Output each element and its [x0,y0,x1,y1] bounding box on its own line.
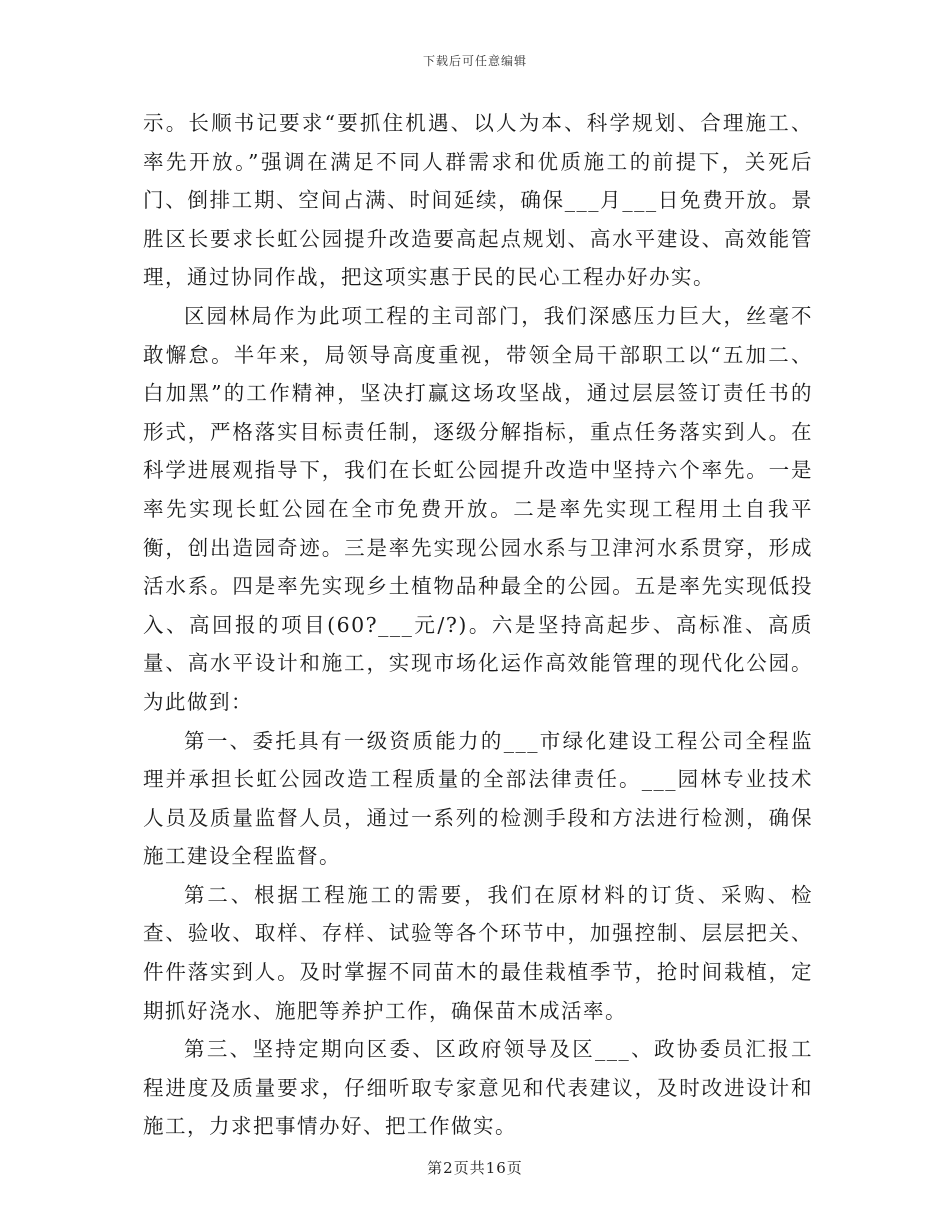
page-header: 下载后可任意编辑 [422,54,527,68]
page-number: 第2页共16页 [427,1159,523,1177]
paragraph-second-measure: 第二、根据工程施工的需要，我们在原材料的订货、采购、检查、验收、取样、存样、试验等各个环节中，加强控制、层层把关、件件落实到人。及时掌握不同苗木的最佳栽植季节，抢时间栽植，定期抓好浇水、施肥等养护工作，确保苗木成活率。 [143,882,813,1023]
document-body [143,104,813,1146]
paragraph-garden-bureau: 区园林局作为此项工程的主司部门，我们深感压力巨大，丝毫不敢懈怠。半年来，局领导高度重视，带领全局干部职工以“五加二、白加黑”的工作精神，坚决打赢这场攻坚战，通过层层签订责任书的形式，严格落实目标责任制，逐级分解指标，重点任务落实到人。在科学进展观指导下，我们在长虹公园提升改造中坚持六个率先。一是率先实现长虹公园在全市免费开放。二是率先实现工程用土自我平衡，创出造园奇迹。三是率先实现公园水系与卫津河水系贯穿，形成活水系。四是率先实现乡土植物品种最全的公园。五是率先实现低投入、高回报的项目(60?___元/?)。六是坚持高起步、高标准、高质量、高水平设计和施工，实现市场化运作高效能管理的现代化公园。为此做到： [143,303,813,714]
paragraph-continued: 示。长顺书记要求“要抓住机遇、以人为本、科学规划、合理施工、率先开放。”强调在满足不同人群需求和优质施工的前提下，关死后门、倒排工期、空间占满、时间延续，确保___月___日免费开放。景胜区长要求长虹公园提升改造要高起点规划、高水平建设、高效能管理，通过协同作战，把这项实惠于民的民心工程办好办实。 [143,111,813,290]
paragraph-third-measure: 第三、坚持定期向区委、区政府领导及区___、政协委员汇报工程进度及质量要求，仔细听取专家意见和代表建议，及时改进设计和施工，力求把事情办好、把工作做实。 [143,1037,813,1139]
paragraph-first-measure: 第一、委托具有一级资质能力的___市绿化建设工程公司全程监理并承担长虹公园改造工程质量的全部法律责任。___园林专业技术人员及质量监督人员，通过一系列的检测手段和方法进行检测，确保施工建设全程监督。 [143,728,813,869]
